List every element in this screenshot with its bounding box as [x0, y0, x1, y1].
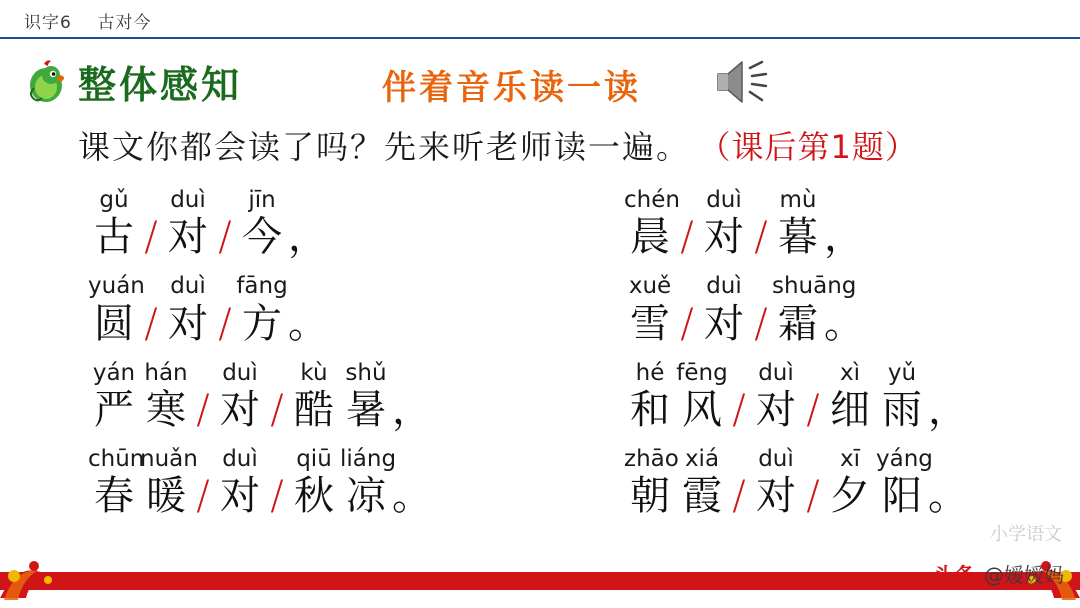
hanzi-character: 阳: [882, 473, 922, 520]
hanzi-row: [88, 301, 558, 347]
pause-slash: /: [680, 300, 694, 347]
pinyin-syllable: fāng: [236, 273, 288, 300]
pause-slash: /: [218, 214, 232, 261]
verse-line: [88, 447, 558, 519]
verse-line: [88, 188, 558, 260]
pinyin-syllable: kù: [300, 359, 328, 386]
pinyin-row: [88, 274, 558, 299]
hanzi-character: 古: [94, 214, 134, 261]
header-divider: [0, 37, 1080, 39]
pinyin-syllable: yáng: [876, 445, 933, 472]
hanzi-character: 对: [704, 214, 744, 261]
punctuation: ，: [824, 214, 864, 261]
hanzi-row: [88, 473, 558, 519]
pause-slash: /: [732, 386, 746, 433]
pinyin-syllable: shǔ: [345, 359, 387, 386]
hanzi-row: [624, 214, 1044, 260]
pinyin-syllable: yǔ: [887, 359, 917, 386]
pinyin-syllable: xuě: [628, 273, 672, 300]
pinyin-syllable: yán: [92, 359, 136, 386]
hanzi-character: 秋: [294, 473, 334, 520]
pause-slash: /: [732, 473, 746, 520]
header-lesson-number: 识字6: [24, 13, 72, 33]
section-title: 整体感知: [78, 63, 243, 107]
pinyin-syllable: zhāo: [624, 445, 679, 472]
slide-header: [0, 0, 1080, 38]
verse-line: [624, 188, 1044, 260]
pause-slash: /: [754, 214, 768, 261]
hanzi-character: 对: [168, 214, 208, 261]
pinyin-syllable: hé: [635, 359, 665, 386]
pinyin-syllable: mù: [779, 187, 817, 213]
pinyin-syllable: duì: [222, 359, 258, 386]
pinyin-syllable: xì: [839, 359, 860, 386]
parrot-icon: [24, 58, 72, 106]
punctuation: 。: [928, 473, 968, 520]
hanzi-character: 暖: [146, 473, 186, 520]
sub-title: 伴着音乐读一读: [382, 68, 641, 108]
pinyin-row: [624, 274, 1044, 299]
verse-line: [88, 361, 558, 433]
pause-slash: /: [196, 386, 210, 433]
pinyin-row: [624, 188, 1044, 213]
pinyin-syllable: duì: [706, 273, 742, 300]
watermark-logo: 头条: [934, 563, 976, 587]
pinyin-row: [624, 447, 1044, 472]
pinyin-syllable: qiū: [296, 445, 332, 472]
hanzi-character: 雨: [882, 386, 922, 433]
pause-slash: /: [806, 473, 820, 520]
hanzi-character: 风: [682, 386, 722, 433]
hanzi-character: 圆: [94, 300, 134, 347]
instruction-main-text: 课文你都会读了吗？先来听老师读一遍。: [78, 128, 691, 166]
watermark-username: @嫒嫒妈: [984, 563, 1064, 587]
verse-area: [0, 188, 1080, 548]
speaker-icon[interactable]: [712, 54, 782, 110]
ribbon-band: [0, 572, 1080, 590]
hanzi-character: 凉: [346, 473, 386, 520]
pinyin-row: [624, 361, 1044, 386]
punctuation: ，: [392, 386, 432, 433]
verse-column-right: [624, 188, 1044, 533]
pause-slash: /: [754, 300, 768, 347]
pinyin-syllable: chūn: [88, 445, 145, 472]
header-lesson-title: 古对今: [97, 13, 152, 33]
punctuation: ，: [928, 386, 968, 433]
hanzi-row: [624, 301, 1044, 347]
hanzi-character: 夕: [830, 473, 870, 520]
verse-column-left: [88, 188, 558, 533]
hanzi-character: 寒: [146, 386, 186, 433]
hanzi-row: [88, 387, 558, 433]
pinyin-syllable: duì: [758, 359, 794, 386]
header-lesson-label: [24, 8, 151, 33]
hanzi-character: 霞: [682, 473, 722, 520]
verse-line: [624, 361, 1044, 433]
decorative-ribbon: [0, 546, 1080, 608]
hanzi-character: 霜: [778, 300, 818, 347]
hanzi-row: [624, 473, 1044, 519]
punctuation: ，: [288, 214, 328, 261]
punctuation: 。: [824, 300, 864, 347]
hanzi-character: 晨: [630, 214, 670, 261]
hanzi-character: 暮: [778, 214, 818, 261]
pause-slash: /: [806, 386, 820, 433]
pinyin-syllable: gǔ: [99, 187, 129, 213]
pinyin-row: [88, 188, 558, 213]
pinyin-syllable: duì: [170, 187, 206, 213]
hanzi-character: 对: [704, 300, 744, 347]
pinyin-syllable: duì: [706, 187, 742, 213]
flower-decoration-left-icon: [0, 546, 120, 604]
punctuation: 。: [288, 300, 328, 347]
pinyin-syllable: duì: [222, 445, 258, 472]
pinyin-syllable: xiá: [684, 445, 720, 472]
hanzi-row: [88, 214, 558, 260]
pause-slash: /: [144, 300, 158, 347]
pinyin-syllable: xī: [839, 445, 860, 472]
pinyin-row: [88, 361, 558, 386]
pinyin-syllable: duì: [170, 273, 206, 300]
instruction-note-text: （课后第1题）: [698, 128, 918, 166]
pinyin-syllable: shuāng: [772, 273, 857, 300]
hanzi-character: 严: [94, 386, 134, 433]
hanzi-character: 细: [830, 386, 870, 433]
pinyin-syllable: chén: [624, 187, 680, 213]
hanzi-character: 对: [756, 473, 796, 520]
pause-slash: /: [270, 473, 284, 520]
hanzi-character: 和: [630, 386, 670, 433]
verse-line: [624, 274, 1044, 346]
pinyin-syllable: hán: [144, 359, 188, 386]
hanzi-character: 对: [220, 386, 260, 433]
pause-slash: /: [680, 214, 694, 261]
punctuation: 。: [392, 473, 432, 520]
pause-slash: /: [144, 214, 158, 261]
pause-slash: /: [196, 473, 210, 520]
pause-slash: /: [270, 386, 284, 433]
hanzi-character: 朝: [630, 473, 670, 520]
verse-line: [88, 274, 558, 346]
watermark-bottom: [934, 559, 1064, 588]
hanzi-character: 暑: [346, 386, 386, 433]
pinyin-syllable: fēng: [676, 359, 728, 386]
pinyin-syllable: yuán: [88, 273, 145, 300]
hanzi-character: 雪: [630, 300, 670, 347]
title-row: [0, 52, 1080, 114]
pinyin-syllable: nuǎn: [140, 445, 198, 472]
hanzi-character: 春: [94, 473, 134, 520]
hanzi-character: 方: [242, 300, 282, 347]
hanzi-row: [624, 387, 1044, 433]
verse-line: [624, 447, 1044, 519]
pinyin-syllable: liáng: [340, 445, 397, 472]
pause-slash: /: [218, 300, 232, 347]
hanzi-character: 今: [242, 214, 282, 261]
hanzi-character: 对: [168, 300, 208, 347]
watermark-top: 小学语文: [990, 524, 1062, 545]
hanzi-character: 酷: [294, 386, 334, 433]
hanzi-character: 对: [756, 386, 796, 433]
pinyin-row: [88, 447, 558, 472]
instruction-line: [0, 122, 1080, 168]
ribbon-band-lower: [0, 590, 1080, 608]
pinyin-syllable: duì: [758, 445, 794, 472]
hanzi-character: 对: [220, 473, 260, 520]
pinyin-syllable: jīn: [248, 187, 276, 213]
